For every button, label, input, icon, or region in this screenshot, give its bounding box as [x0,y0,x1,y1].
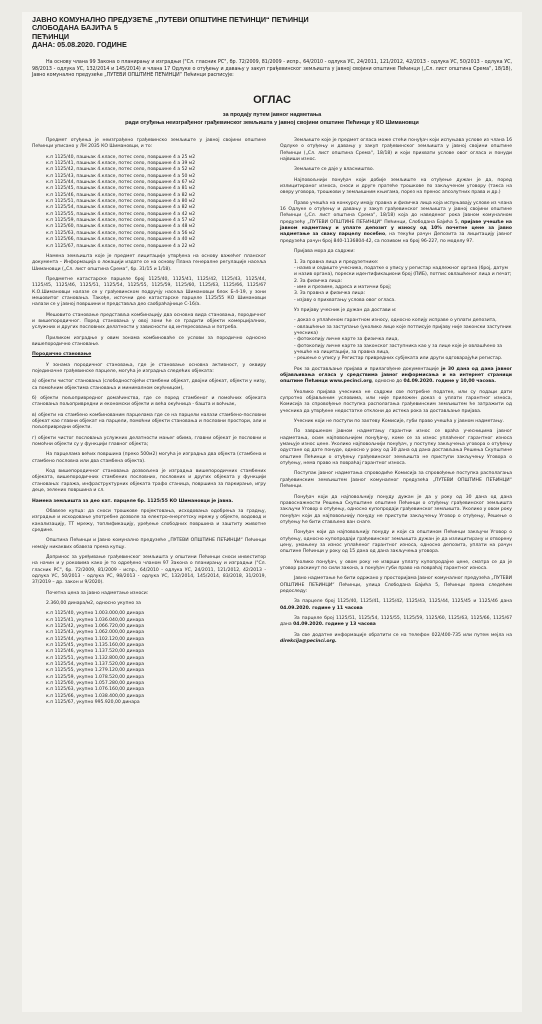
mixed-housing-paragraph: Мешовито становање представља комбинацију два основна вида становања, породичног и вишепородичног. Поред становања у овој зони ће се градити објекти комерцијалних, услужних и других пословних делатности у зависности од интересовања и потреба. [32,312,266,331]
parcel-item: к.п 1125/46, пашњак 4.класе, потес село, површине 4 а 82 м2 [46,192,196,198]
payment-paragraph: Понуђач који да најповољнију понуду и који са општином Пећинци закључи Уговор о отуђењу, односно купопродаји грађевинског земљишта дужан је да излицитирану и отворену цену, умањену за износ уплаћеног гарантног износа, односно депозита, уплати на рачун општине Пећинци у року од 15 дана од дана закључења уговора. [280,530,512,555]
deposit-requirement: пријаве учешће на јавном надметању и уплате депозит у износу од 10% почетне цене за јавно надметање за сваку парцелу посебно [280,219,512,238]
list-item: 2. За физичка лица: [294,278,343,284]
price-item: к.п 1125/43, укупно 1.062.000,00 динара [46,630,145,636]
price-item: к.п 1125/41, укупно 1.036.040,00 динара [46,617,145,623]
parcel-item: к.п 1125/67, пашњак 4.класе, потес село, површине 4 а 22 м2 [46,243,196,249]
schedule-second-time: 04.09.2020. године у 13 часова [293,622,376,628]
list-item: - назив и седиште учесника, податке о упису у регистар надлежног органа (број, датум и назив органа), порески идентификациони број (ПИБ), потпис овлашћеног лица и печат; [294,265,512,278]
parcel-item: к.п 1125/60, пашњак 4.класе, потес село, површине 4 а 48 м2 [46,224,196,230]
parcel-item: к.п 1125/63, пашњак 4.класе, потес село, површине 4 а 56 м2 [46,230,196,236]
nonpayment-paragraph: Уколико понуђач, у овом року не изврши уплату купопродајне цене, сматра се да је уговор раскинут по сили закона, а понуђач губи право на повраћај гарантног износа. [280,559,512,571]
parcel-item: к.п 1125/41, пашњак 4.класе, потес село, површине 4 а 39 м2 [46,161,196,167]
costs-paragraph: Најповољнији понуђач који добије земљиште на отуђење дужан је да, поред излицитираног износа, сноси и друге пратеће трошкове по закљученом уговору (такса на оверу уговора, трошкови у земљишним књигама, порез на пренос апсолутних права и др.) [280,177,512,196]
price-list [32,611,266,706]
ownership-paragraph: Земљиште се даје у власништво. [294,167,375,173]
price-item: к.п 1125/44, укупно 1.102.120,00 динара [46,636,145,642]
notice-subtitle-1: за продају путем јавног надметања [222,112,322,118]
family-housing-paragraph: У зонама породичног становања, где је становање основна активност, у оквиру појединачне грађевинске парцеле, могућа је изградња следећих објеката: [32,362,266,374]
price-per-m2: 2.360,00 динара/м2, односно укупно за [46,600,141,606]
eligibility-paragraph: Земљиште које је предмет огласа може стећи понуђач који испуњава услове из члана 16 Одлуке о отуђењу и давању у закуп грађевинског земљишта у јавној својини општине Пећинци („Сл. лист општина Срема“, 18/18) и који прихвати услове овог огласа и понуди највиши износ. [280,138,512,163]
item-a: а) објекти чистог становања (слободностојећи стамбени објекат, двојни објекат, објекти у низу, са помоћним објектима становања и минималном окућницом), [32,379,266,391]
application-contents-label: Пријава мора да садржи: [294,249,355,255]
price-item: к.п 1125/60, укупно 1.057.280,00 динара [46,681,145,687]
price-item: к.п 1125/54, укупно 1.137.520,00 динара [46,662,145,668]
parcel-item: к.п 1125/40, пашњак 4.класе, потес село, површине 4 а 25 м2 [46,154,196,160]
item-v: в) објекти на стамбено комбинованим парцелама где се на парцели налази стамбено-пословни објекат као главни објекат на парцели, помоћни објекти становања и пословни простори, али и пољопривредни објекти. [32,412,266,431]
incomplete-application-paragraph: Уколико пријава учесника не садржи све потребне податке, или су подаци дати супротно објављеним условима, или није приложен доказ о уплати гарантног износа, Комисија за спровођење поступка располагања грађевинским земљиштем ће затражити од учесника да утврђене недостатке отклони до истека рока за достављање пријава. [280,389,512,414]
no-obligations-paragraph: Општина Пећинци и Јавно комунално предузеће „ПУТЕВИ ОПШТИНЕ ПЕЋИНЦИ“ Пећинци немају никаквих обавеза према купцу. [32,538,266,550]
subject-paragraph: Предмет отуђења је неизграђено грађевинско земљиште у јавној својини општине Пећинци уписано у ЛН 2035 КО Шимановци, и то: [32,138,266,150]
deadline-date: 04.09.2020. године у 10,00 часова. [403,379,496,385]
price-item: к.п 1125/51, укупно 1.132.800,00 динара [46,655,145,661]
notice-page [22,12,522,1012]
list-item: - изјаву о прихватању услова овог огласа. [294,297,396,303]
parcel-item: к.п 1125/55, пашњак 4.класе, потес село, површине 4 а 42 м2 [46,211,196,217]
starting-price-label: Почетна цена за јавно надметање износи: [46,590,149,596]
list-item: - фотокопију личне карте за законског заступника као у за лице које је овлашћено за учешће на лицитацији, за правна лица, [294,343,503,355]
item-g: г) објекти чистог пословања услужних делатности мањег обима, главни објекат је пословни и помоћни објекти су у функцији главног објекта; [32,435,266,448]
attachments-list [280,318,512,362]
application-contents-list [280,260,512,304]
combination-paragraph: Приликом изградње у овим зонама комбиноваће се услови за породично односно вишепородично становање. [32,335,266,347]
parcel-item: к.п 1125/66, пашњак 4.класе, потес село, површине 4 а 40 м2 [46,237,196,243]
parcel-item: к.п 1125/45, пашњак 4.класе, потес село, површине 4 а 81 м2 [46,186,196,192]
public-purpose-paragraph: Намена земљишта за део кат. парцеле бр. 1125/55 КО Шимановци је јавна. [32,498,234,504]
price-item: к.п 1125/67, укупно 995.920,00 динара [46,700,140,706]
notice-subtitle-2: ради отуђења неизграђеног грађевинског земљишта у јавној својини општине Пећинци у КО Шимановци [125,120,419,126]
price-item: к.п 1125/46, укупно 1.137.520,00 динара [46,649,145,655]
participation-paragraph: Право учешћа на конкурсу имају правна и физичка лица која испуњавају услове из члана 16 Одлуке о отуђењу и давању у закуп грађевинског земљишта у јавној својини општине Пећинци („Сл. лист општина Срема“, 18/18) која до наведеног рока Јавном комуналном предузећу „ПУТЕВИ ОПШТИНЕ ПЕЋИНЦИ“ Пећинци, Слободана Бајића 5, пријаве учешће на јавном надметању и уплате депозит у износу од 10% почетне цене за јавно надметање за сваку парцелу посебно, на текући рачун Депозита за лицитацију јавног предузећа рачун број 840-1136804-42, са позивом на број 96-227, по моделу 97. [280,200,512,244]
family-housing-heading: Породично становање [32,352,92,358]
company-city: ПЕЋИНЦИ [32,31,70,41]
notice-title: ОГЛАС [253,94,291,106]
contract-paragraph: Понуђач који да најповољнију понуду дужан је да у року од 30 дана од дана правоснажности Решења Скупштине општине Пећинци о отуђењу грађевинског земљишта закључи Уговор о отуђењу, односно купопродаји грађевинског земљишта. Уколико у овом року понуђач који да најповољнију понуду не приступи закључењу Уговор о отуђењу, Решење о отуђењу ће бити стављено ван снаге. [280,494,512,525]
contribution-paragraph: Допринос за уређивање грађевинског земљишта у општини Пећинци сноси инвеститор на начин и у роковима како је то одређено чланом 97 Закона о планирању и изградњи ("Сл. гласник РС", бр. 72/2009, 81/2009 - испр., 64/2010 - одлука УС, 24/2011, 121/2012, 42/2013 - одлука УС, 50/2013 - одлука УС, 98/2013 - одлука УС, 132/2014, 145/2014, 83/2018, 31/2019, 37/2019 – др. закон и 9/2020). [32,554,266,586]
price-item: к.п 1125/40, укупно 1.003.000,00 динара [46,611,145,617]
contact-paragraph: За све додатне информације обратити се на телефон 022/400-735 или путем мејла на direkcija@pecinci.org. [280,632,512,645]
parcel-item: к.п 1125/43, пашњак 4.класе, потес село, површине 4 а 50 м2 [46,173,196,179]
notice-date: ДАНА: 05.08.2020. ГОДИНЕ [32,40,127,50]
list-item: - доказ о уплаћеном гарантном износу, односно копију исправе о уплати депозита, [294,318,497,324]
price-item: к.п 1125/55, укупно 1.279.120,00 динара [46,668,145,674]
guarantee-return-paragraph: По завршеном јавном надметању гарантни износ се враћа учесницима јавног надметања, осим најповољнијем понуђачу, коме се за износ уплаћеног гарантног износа умањује износ цене. Уколико најповољнији понуђач, у поступку закључења уговора о отуђењу одустане од дате понуде, односно у року од 30 дана од дана достављања Решења Скупштине општине Пећинци о отуђењу грађевинског земљишта не приступи закључењу Уговора о отуђењу, нема право на повраћај гарантног износа. [280,429,512,467]
list-item: 1. За правна лица и предузетнике: [294,259,379,265]
price-item: к.п 1125/63, укупно 1.076.160,00 динара [46,687,145,693]
parcel-item: к.п 1125/42, пашњак 4.класе, потес село, површине 4 а 52 м2 [46,167,196,173]
item-b: б) објекти пољопривредног домаћинства, где се поред стамбеног и помоћних објеката становања пољопривредни и економски објекти и већа окућница - башта и воћњак, [32,396,266,408]
list-item: - решење о упису у Регистар привредних субјеката или други одговарајући регистар. [294,356,503,362]
price-item: к.п 1125/42, укупно 1.066.720,00 динара [46,624,145,629]
parcel-list [32,155,266,250]
parcel-item: к.п 1125/54, пашњак 4.класе, потес село, површине 4 а 82 м2 [46,205,196,211]
contact-email-link[interactable]: direkcija@pecinci.org. [280,639,337,645]
multi-family-paragraph: Код вишепородичног становања дозвољена је изградња вишепородичних стамбених објеката, вишепородичних стамбених пословних, пословних и других објеката у функцији становања: гаража, инфраструктурних објеката трафо станица, површина за паркирање, игру деце, зелених површина и сл. [32,469,266,494]
right-column [280,138,512,649]
list-item: - фотокопију личне карте за физичка лица, [294,337,399,343]
company-street: СЛОБОДАНА БАЈИЋА 5 [32,23,118,33]
buyer-obligations-paragraph: Обавезе купца: да сноси трошкове пројектовања, исходовања одобрења за градњу, изградње и исходовање употребне дозволе за електро-енергетску мрежу у објекте, водовод и канализацију, ТТ мрежу, топлификацију, уређење слободних површина и заштиту животне средине. [32,508,266,533]
legal-intro: На основу члана 99 Закона о планирању и изградњи ("Сл. гласник РС", бр. 72/2009, 81/2009 - испр., 64/2010 - одлука УС, 24/2011, 121/2012, 42/2013 - одлука УС, 50/2013 - одлука УС, 98/2013 - одлука УС, 132/2014 и 145/2014) и члана 17 Одлуке о отуђењу и давању у закуп грађевинског земљишта у јавној својини општине Пећинци („Сл. лист општина Срема“, 18/18), Јавно комунално предузеће „ПУТЕВИ ОПШТИНЕ ПЕЋИНЦИ“ Пећинци расписује: [32,60,512,79]
price-item: к.п 1125/59, укупно 1.078.520,00 динара [46,674,145,680]
commission-paragraph: Учесник који не поступи по захтеву Комисије, губи право учешћа у јавном надметању. [294,419,505,425]
left-column [32,138,266,710]
list-item: 3. За правна и физичка лица: [294,291,366,297]
attachments-label: Уз пријаву учесник је дужан да достави и: [294,307,397,313]
company-name: ЈАВНО КОМУНАЛНО ПРЕДУЗЕЋЕ „ПУТЕВИ ОПШТИНЕ ПЕЋИНЦИ“ ПЕЋИНЦИ [32,15,309,24]
price-item: к.п 1125/66, укупно 1.038.400,00 динара [46,693,145,699]
auction-location-paragraph: Јавно надметање ће бити одржано у просторијама Јавног комуналног предузећа „ПУТЕВИ ОПШТИНЕ ПЕЋИНЦИ“ Пећинци, улица Слободана Бајића 5, Пећинци према следећем редоследу: [280,576,512,594]
parcel-item: к.п 1125/44, пашњак 4.класе, потес село, површине 4 а 67 м2 [46,180,196,186]
list-item: - име и презиме, адреса и матични број; [294,284,392,290]
deadline-paragraph: Рок за достављање пријава и прилагођене документације је 30 дана од дана јавног објављивања огласа у средствима јавног информисања и на интернет страници општине Пећинци www.pecinci.org, односно до 04.09.2020. године у 10,00 часова. [280,366,512,385]
schedule-first-time: 04.09.2020. године у 11 часова [280,605,363,611]
deadline-publication: је 30 дана од дана јавног објављивања огласа у средствима јавног информисања и на интернет страници општине Пећинци www.pecinci.org [280,366,512,385]
procedure-paragraph: Поступак јавног надметања спроводиће Комисија за спровођење поступка располагања грађевинским земљиштем Јавног комуналног предузећа „ПУТЕВИ ОПШТИНЕ ПЕЋИНЦИ“ Пећинци. [280,471,512,490]
company-header [32,16,309,50]
schedule-first-group: За парцеле број 1125/40, 1125/41, 1125/42, 1125/43, 1125/44, 1125/45 и 1125/46 дана 04.09.2020. године у 11 часова [280,599,512,611]
parcel-item: к.п 1125/59, пашњак 4.класе, потес село, површине 4 а 57 м2 [46,218,196,224]
cadastral-paragraph: Предметне катастарске парцеле број 1125/40, 1125/41, 1125/42, 1125/43, 1125/44, 1125/45, 1125/46, 1125/51, 1125/54, 1125/55, 1125/59, 1125/60, 1125/63, 1125/66, 1125/67 К.О.Шимановци налазе се у грађевинском подручју насеља Шимановци блок Б-4-19, у зони мешовитог становања. Такође, источни део катастарске парцеле 1125/55 КО Шимановци налази се у јавној површини и представља део саобраћајнице С-16/а. [32,276,266,308]
land-purpose-paragraph: Намена земљишта које је предмет лицитације утврђена на основу важећег планског документа – Информација о локацији издате се на основу Плана генералне регулације насеља Шимановци („Сл. лист општина Срема“, бр. 31/15 и 1/18). [32,253,266,272]
schedule-second-group: За парцеле број 1125/51, 1125/54, 1125/55, 1125/59, 1125/60, 1125/63, 1125/66, 1125/67 дана 04.09.2020. године у 13 часова [280,616,512,628]
price-item: к.п 1125/45, укупно 1.135.160,00 динара [46,643,145,649]
list-item: - овлашћење за заступање (уколико лице које потписује пријаву није законски заступник учесника) [294,324,512,336]
large-parcels-paragraph: На парцелама већих површина (преко 500м2) могућа је изградња два објекта (стамбена и стамбено пословна или два стамбена објекта). [32,452,266,464]
parcel-item: к.п 1125/51, пашњак 4.класе, потес село, површине 4 а 80 м2 [46,199,196,205]
